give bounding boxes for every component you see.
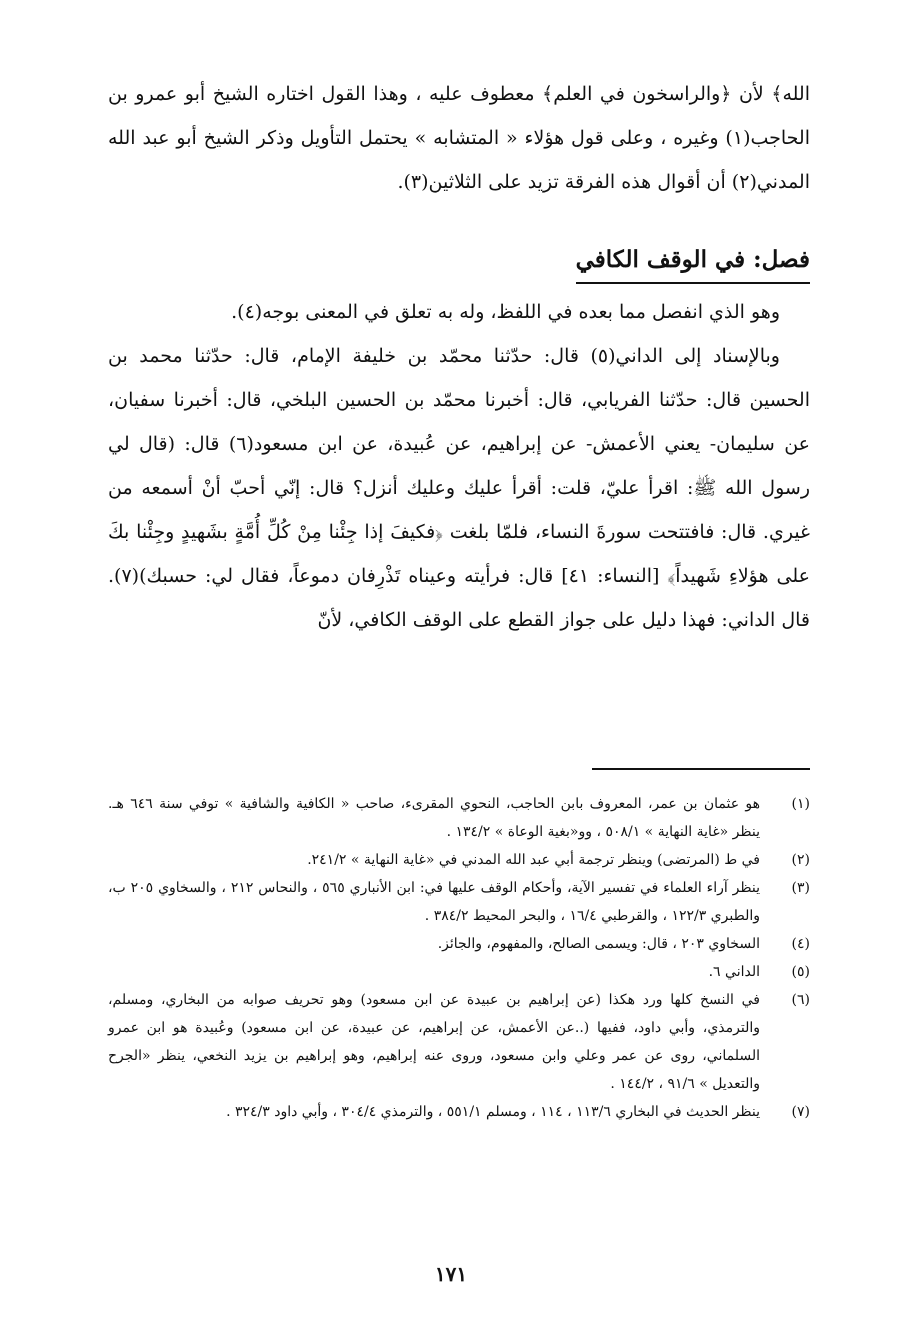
footnote-number: (٢) [791,852,810,868]
footnote-number: (٤) [791,936,810,952]
footnote-item [108,986,810,1098]
footnote-text: الداني ٦. [708,964,760,980]
footnote-text: في النسخ كلها ورد هكذا (عن إبراهيم بن عبيدة عن ابن مسعود) وهو تحريف صوابه من البخاري، ومسلم، والترمذي، وأبي داود، ففيها (..عن الأعمش، عن إبراهيم، عن عبيدة، عن ابن مسعود) وعُبيدة هو ابن عمرو السلماني، روى عن عمر وعلي وابن مسعود، وروى عنه إبراهيم، وهو إبراهيم بن يزيد النخعي، ينظر «الجرح والتعديل » ٩١/٦ ، ١٤٤/٢ . [108,992,760,1092]
footnote-text: في ط (المرتضى) وينظر ترجمة أبي عبد الله المدني في «غاية النهاية » ٢٤١/٢. [307,852,760,868]
footnote-number: (٣) [791,880,810,896]
footnote-item [108,958,810,986]
footnote-number: (٦) [791,992,810,1008]
footnote-separator [592,768,810,770]
definition-paragraph: وهو الذي انفصل مما بعده في اللفظ، وله به تعلق في المعنى بوجه(٤). [231,301,780,323]
page-number: ١٧١ [434,1262,468,1286]
footnote-text: السخاوي ٢٠٣ ، قال: ويسمى الصالح، والمفهوم، والجائز. [437,936,760,952]
footnote-text: هو عثمان بن عمر، المعروف بابن الحاجب، النحوي المقرىء، صاحب « الكافية والشافية » توفي سنة ٦٤٦ هـ. ينظر «غاية النهاية » ٥٠٨/١ ، وو«بغية الوعاة » ١٣٤/٢ . [108,796,760,840]
footnote-number: (٥) [791,964,810,980]
footnote-text: ينظر الحديث في البخاري ١١٣/٦ ، ١١٤ ، ومسلم ٥٥١/١ ، والترمذي ٣٠٤/٤ ، وأبي داود ٣٢٤/٣ . [226,1104,760,1120]
main-text [108,72,810,204]
footnote-item [108,930,810,958]
section-heading-wrap [108,240,810,284]
page-body [108,72,810,642]
hadith-paragraph: وبالإسناد إلى الداني(٥) قال: حدّثنا محمّد بن خليفة الإمام، قال: حدّثنا محمد بن الحسين قال: حدّثنا الفريابي، قال: أخبرنا محمّد بن الحسين البلخي، قال: أخبرنا سفيان، عن سليمان- يعني الأعمش- عن إبراهيم، عن عُبيدة، عن ابن مسعود(٦) قال: (قال لي رسول الله ﷺ: اقرأ عليّ، قلت: أقرأ عليك وعليك أنزل؟ قال: إنّي أحبّ أنْ أسمعه من غيري. قال: فافتتحت سورةَ النساء، فلمّا بلغت ﴿فكيفَ إذا جِئْنا مِنْ كُلِّ أُمَّةٍ بشَهيدٍ وجِئْنا بكَ على هؤلاءِ شَهيداً﴾ [النساء: ٤١] قال: فرأيته وعيناه تَذْرِفان دموعاً، فقال لي: حسبك)(٧). قال الداني: فهذا دليل على جواز القطع على الوقف الكافي، لأنّ [108,345,810,631]
section-text [108,290,810,642]
footnote-item [108,846,810,874]
footnote-item [108,1098,810,1126]
footnote-number: (١) [791,796,810,812]
paragraph-continuation: الله﴾ لأن ﴿والراسخون في العلم﴾ معطوف عليه ، وهذا القول اختاره الشيخ أبو عمرو بن الحاجب(١) وغيره ، وعلى قول هؤلاء « المتشابه » يحتمل التأويل وذكر الشيخ أبو عبد الله المدني(٢) أن أقوال هذه الفرقة تزيد على الثلاثين(٣). [108,83,810,193]
footnote-text: ينظر آراء العلماء في تفسير الآية، وأحكام الوقف عليها في: ابن الأنباري ٥٦٥ ، والنحاس ٢١٢ ، والسخاوي ٢٠٥ ب، والطبري ١٢٢/٣ ، والقرطبي ١٦/٤ ، والبحر المحيط ٣٨٤/٢ . [108,880,761,924]
footnotes [108,790,810,1126]
section-heading: فصل: في الوقف الكافي [576,240,810,284]
footnote-item [108,790,810,846]
footnote-number: (٧) [791,1104,810,1120]
footnote-item [108,874,810,930]
